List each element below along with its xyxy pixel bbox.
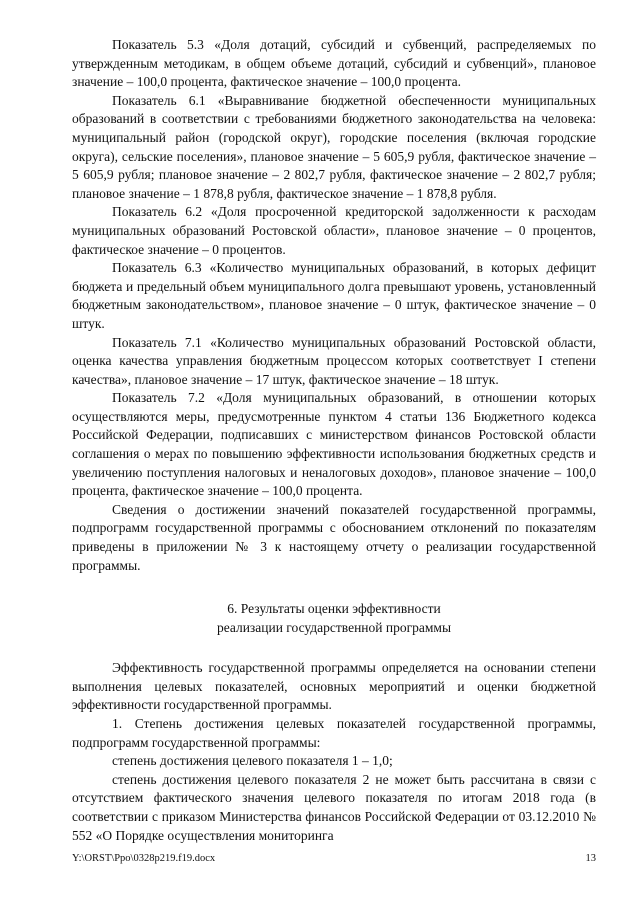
- document-body: [72, 36, 596, 845]
- paragraph-efficiency-intro: Эффективность государственной программы определяется на основании степени выполнения целевых показателей, основных мероприятий и оценки бюджетной эффективности государственной программы.: [72, 660, 596, 713]
- section-heading-line-2: реализации государственной программы: [216, 620, 452, 636]
- paragraph-indicator-2-degree: степень достижения целевого показателя 2 не может быть рассчитана в связи с отсутствием фактического значения целевого показателя по итогам 2018 года (в соответствии с приказом Министерства финансов Российской Федерации от 03.12.2010 № 552 «О Порядке осуществления мониторинга: [72, 771, 596, 843]
- section-heading: [72, 599, 596, 637]
- paragraph-indicator-7-1: Показатель 7.1 «Количество муниципальных образований Ростовской области, оценка качества управления бюджетным процессом которых соответствует I степени качества», плановое значение – 17 штук, фактическое значение – 18 штук.: [72, 334, 596, 387]
- paragraph-appendix-reference: Сведения о достижении значений показателей государственной программы, подпрограмм государственной программы с обоснованием отклонений по показателям приведены в приложении № 3 к настоящему отчету о реализации государственной программы.: [72, 501, 596, 573]
- paragraph-indicator-6-1: Показатель 6.1 «Выравнивание бюджетной обеспеченности муниципальных образований в соответствии с требованиями бюджетного законодательства на человека: муниципальный район (городской округ), городские поселения (включая городские округа), сельские поселения», плановое значение – 5 605,9 рубля, фактическое значение – 5 605,9 рубля; плановое значение – 2 802,7 рубля, фактическое значение – 2 802,7 рубля; плановое значение – 1 878,8 рубля, фактическое значение – 1 878,8 рубля.: [72, 92, 596, 201]
- paragraph-indicator-5-3: Показатель 5.3 «Доля дотаций, субсидий и субвенций, распределяемых по утвержденным методикам, в общем объеме дотаций, субсидий и субвенций», плановое значение – 100,0 процента, фактическое значение – 100,0 процента.: [72, 37, 596, 90]
- page-footer: [72, 853, 596, 864]
- paragraph-indicator-6-3: Показатель 6.3 «Количество муниципальных образований, в которых дефицит бюджета и предельный объем муниципального долга превышают уровень, установленный бюджетным законодательством», плановое значение – 0 штук, фактическое значение – 0 штук.: [72, 260, 596, 331]
- footer-file-path: Y:\ORST\Ppo\0328p219.f19.docx: [72, 853, 216, 864]
- paragraph-target-degree: 1. Степень достижения целевых показателей государственной программы, подпрограмм государственной программы:: [72, 716, 596, 750]
- paragraph-indicator-6-2: Показатель 6.2 «Доля просроченной кредиторской задолженности к расходам муниципальных образований Ростовской области», плановое значение – 0 процентов, фактическое значение – 0 процентов.: [72, 204, 596, 257]
- paragraph-indicator-1-degree: степень достижения целевого показателя 1 – 1,0;: [112, 753, 393, 769]
- paragraph-indicator-7-2: Показатель 7.2 «Доля муниципальных образований, в отношении которых осуществляются меры, предусмотренные пунктом 4 статьи 136 Бюджетного кодекса Российской Федерации, подписавших с министерством финансов Ростовской области соглашения о мерах по повышению эффективности использования бюджетных средств и увеличению поступления налоговых и неналоговых доходов», плановое значение – 100,0 процента, фактическое значение – 100,0 процента.: [72, 390, 596, 499]
- footer-page-number: 13: [585, 853, 596, 864]
- section-heading-line-1: 6. Результаты оценки эффективности: [227, 601, 441, 617]
